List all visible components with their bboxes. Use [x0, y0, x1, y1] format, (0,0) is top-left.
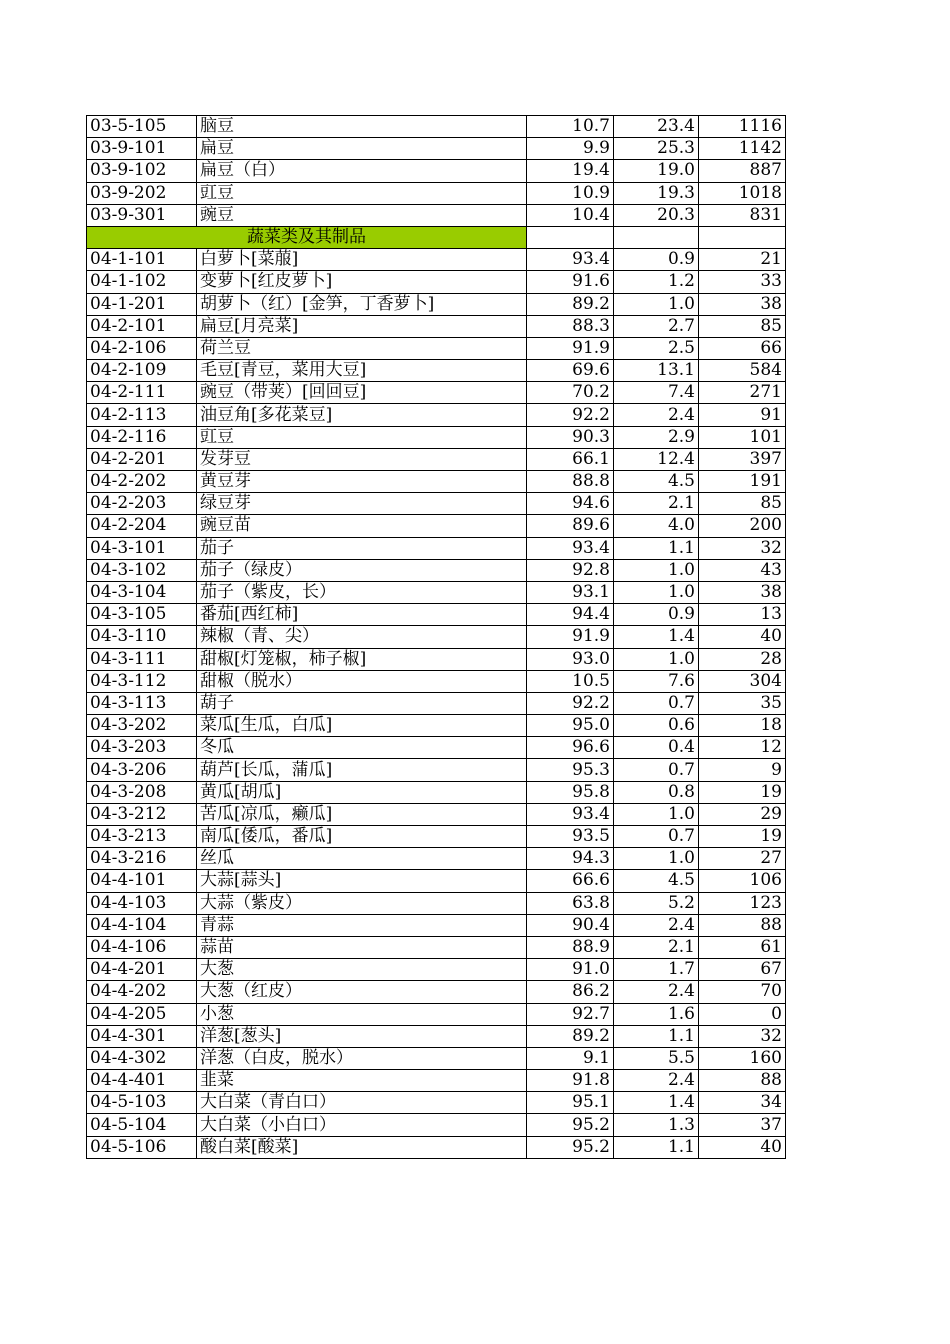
table-row	[87, 404, 786, 426]
table-row	[87, 914, 786, 936]
food-name-cell: 番茄[西红柿]	[197, 604, 527, 626]
food-name-cell: 豌豆苗	[197, 515, 527, 537]
value-b-cell: 1.0	[614, 648, 699, 670]
value-a-cell: 19.4	[527, 160, 614, 182]
value-c-cell: 19	[699, 826, 786, 848]
food-code-cell: 04-1-101	[87, 249, 197, 271]
value-b-cell: 1.1	[614, 1025, 699, 1047]
value-b-cell: 1.1	[614, 1136, 699, 1158]
food-code-cell: 04-4-101	[87, 870, 197, 892]
table-row	[87, 737, 786, 759]
table-row	[87, 559, 786, 581]
table-row	[87, 626, 786, 648]
food-code-cell: 04-3-110	[87, 626, 197, 648]
section-title: 蔬菜类及其制品	[87, 226, 527, 248]
value-c-cell: 123	[699, 892, 786, 914]
value-b-cell: 4.5	[614, 471, 699, 493]
food-code-cell: 04-3-216	[87, 848, 197, 870]
food-code-cell: 04-2-106	[87, 337, 197, 359]
food-code-cell: 04-3-203	[87, 737, 197, 759]
table-row	[87, 515, 786, 537]
value-c-cell: 887	[699, 160, 786, 182]
food-name-cell: 酸白菜[酸菜]	[197, 1136, 527, 1158]
table-row	[87, 493, 786, 515]
empty-cell	[699, 226, 786, 248]
table-row	[87, 781, 786, 803]
value-a-cell: 93.5	[527, 826, 614, 848]
table-row	[87, 670, 786, 692]
value-a-cell: 95.2	[527, 1136, 614, 1158]
food-name-cell: 荷兰豆	[197, 337, 527, 359]
value-b-cell: 2.4	[614, 981, 699, 1003]
value-a-cell: 88.9	[527, 936, 614, 958]
value-c-cell: 29	[699, 803, 786, 825]
food-name-cell: 黄瓜[胡瓜]	[197, 781, 527, 803]
food-code-cell: 04-3-202	[87, 715, 197, 737]
food-code-cell: 04-1-201	[87, 293, 197, 315]
table-row	[87, 981, 786, 1003]
value-a-cell: 88.8	[527, 471, 614, 493]
value-c-cell: 88	[699, 914, 786, 936]
value-b-cell: 1.7	[614, 959, 699, 981]
table-row	[87, 692, 786, 714]
food-code-cell: 04-3-101	[87, 537, 197, 559]
value-a-cell: 66.6	[527, 870, 614, 892]
value-a-cell: 92.2	[527, 692, 614, 714]
value-c-cell: 70	[699, 981, 786, 1003]
value-a-cell: 95.0	[527, 715, 614, 737]
food-name-cell: 青蒜	[197, 914, 527, 936]
value-b-cell: 4.5	[614, 870, 699, 892]
food-code-cell: 03-9-102	[87, 160, 197, 182]
food-code-cell: 04-4-302	[87, 1047, 197, 1069]
value-a-cell: 95.8	[527, 781, 614, 803]
value-a-cell: 92.7	[527, 1003, 614, 1025]
food-code-cell: 04-3-112	[87, 670, 197, 692]
value-b-cell: 1.0	[614, 559, 699, 581]
value-b-cell: 2.1	[614, 936, 699, 958]
value-a-cell: 66.1	[527, 448, 614, 470]
food-name-cell: 脑豆	[197, 116, 527, 138]
table-row	[87, 936, 786, 958]
value-b-cell: 1.4	[614, 1092, 699, 1114]
table-row	[87, 182, 786, 204]
value-c-cell: 40	[699, 626, 786, 648]
table-row	[87, 160, 786, 182]
value-c-cell: 200	[699, 515, 786, 537]
food-code-cell: 04-3-213	[87, 826, 197, 848]
table-row	[87, 315, 786, 337]
food-name-cell: 小葱	[197, 1003, 527, 1025]
food-name-cell: 菜瓜[生瓜，白瓜]	[197, 715, 527, 737]
value-c-cell: 35	[699, 692, 786, 714]
value-c-cell: 9	[699, 759, 786, 781]
value-c-cell: 304	[699, 670, 786, 692]
value-c-cell: 831	[699, 204, 786, 226]
value-c-cell: 397	[699, 448, 786, 470]
table-row	[87, 138, 786, 160]
value-c-cell: 12	[699, 737, 786, 759]
table-row	[87, 537, 786, 559]
value-c-cell: 0	[699, 1003, 786, 1025]
food-name-cell: 南瓜[倭瓜，番瓜]	[197, 826, 527, 848]
value-a-cell: 92.8	[527, 559, 614, 581]
food-name-cell: 洋葱（白皮，脱水）	[197, 1047, 527, 1069]
value-a-cell: 93.4	[527, 537, 614, 559]
food-code-cell: 04-3-113	[87, 692, 197, 714]
value-b-cell: 19.3	[614, 182, 699, 204]
value-c-cell: 1142	[699, 138, 786, 160]
value-a-cell: 89.6	[527, 515, 614, 537]
value-b-cell: 0.8	[614, 781, 699, 803]
table-row	[87, 892, 786, 914]
value-b-cell: 0.4	[614, 737, 699, 759]
table-row	[87, 448, 786, 470]
value-a-cell: 91.6	[527, 271, 614, 293]
table-row	[87, 848, 786, 870]
table-row	[87, 648, 786, 670]
value-c-cell: 21	[699, 249, 786, 271]
value-b-cell: 23.4	[614, 116, 699, 138]
value-b-cell: 19.0	[614, 160, 699, 182]
table-row	[87, 959, 786, 981]
table-row	[87, 604, 786, 626]
food-name-cell: 甜椒（脱水）	[197, 670, 527, 692]
value-c-cell: 18	[699, 715, 786, 737]
food-code-cell: 04-2-101	[87, 315, 197, 337]
food-name-cell: 绿豆芽	[197, 493, 527, 515]
table-row	[87, 360, 786, 382]
value-a-cell: 10.5	[527, 670, 614, 692]
value-b-cell: 0.9	[614, 604, 699, 626]
value-a-cell: 91.9	[527, 337, 614, 359]
table-row	[87, 1070, 786, 1092]
value-a-cell: 10.9	[527, 182, 614, 204]
value-c-cell: 43	[699, 559, 786, 581]
food-name-cell: 葫子	[197, 692, 527, 714]
food-code-cell: 04-4-301	[87, 1025, 197, 1047]
value-a-cell: 91.8	[527, 1070, 614, 1092]
food-name-cell: 豇豆	[197, 182, 527, 204]
value-b-cell: 12.4	[614, 448, 699, 470]
value-b-cell: 13.1	[614, 360, 699, 382]
food-name-cell: 冬瓜	[197, 737, 527, 759]
value-a-cell: 95.1	[527, 1092, 614, 1114]
value-c-cell: 91	[699, 404, 786, 426]
food-code-cell: 04-2-109	[87, 360, 197, 382]
table-row	[87, 1025, 786, 1047]
value-a-cell: 63.8	[527, 892, 614, 914]
table-row	[87, 271, 786, 293]
food-code-cell: 04-2-111	[87, 382, 197, 404]
table-row	[87, 803, 786, 825]
value-b-cell: 1.0	[614, 848, 699, 870]
table-row	[87, 1092, 786, 1114]
value-b-cell: 5.5	[614, 1047, 699, 1069]
value-b-cell: 0.9	[614, 249, 699, 271]
table-row	[87, 826, 786, 848]
value-b-cell: 0.7	[614, 692, 699, 714]
value-a-cell: 93.1	[527, 581, 614, 603]
table-row	[87, 382, 786, 404]
food-code-cell: 04-2-201	[87, 448, 197, 470]
table-row	[87, 1136, 786, 1158]
table-row	[87, 116, 786, 138]
food-name-cell: 甜椒[灯笼椒，柿子椒]	[197, 648, 527, 670]
value-b-cell: 0.7	[614, 826, 699, 848]
food-name-cell: 大葱	[197, 959, 527, 981]
value-a-cell: 70.2	[527, 382, 614, 404]
table-body	[87, 116, 786, 1159]
value-c-cell: 271	[699, 382, 786, 404]
food-name-cell: 豌豆	[197, 204, 527, 226]
value-b-cell: 2.4	[614, 404, 699, 426]
value-c-cell: 160	[699, 1047, 786, 1069]
value-c-cell: 85	[699, 493, 786, 515]
value-a-cell: 92.2	[527, 404, 614, 426]
food-name-cell: 豇豆	[197, 426, 527, 448]
value-c-cell: 32	[699, 537, 786, 559]
value-a-cell: 9.9	[527, 138, 614, 160]
value-c-cell: 19	[699, 781, 786, 803]
food-code-cell: 04-2-202	[87, 471, 197, 493]
food-code-cell: 04-1-102	[87, 271, 197, 293]
food-name-cell: 白萝卜[菜菔]	[197, 249, 527, 271]
value-a-cell: 90.3	[527, 426, 614, 448]
value-b-cell: 1.2	[614, 271, 699, 293]
food-name-cell: 豌豆（带荚）[回回豆]	[197, 382, 527, 404]
food-code-cell: 03-5-105	[87, 116, 197, 138]
food-code-cell: 04-5-106	[87, 1136, 197, 1158]
value-c-cell: 34	[699, 1092, 786, 1114]
value-c-cell: 88	[699, 1070, 786, 1092]
value-c-cell: 101	[699, 426, 786, 448]
value-a-cell: 90.4	[527, 914, 614, 936]
food-name-cell: 葫芦[长瓜，蒲瓜]	[197, 759, 527, 781]
food-name-cell: 辣椒（青、尖）	[197, 626, 527, 648]
value-b-cell: 1.0	[614, 581, 699, 603]
food-code-cell: 04-4-103	[87, 892, 197, 914]
food-name-cell: 毛豆[青豆，菜用大豆]	[197, 360, 527, 382]
food-code-cell: 04-3-206	[87, 759, 197, 781]
food-name-cell: 油豆角[多花菜豆]	[197, 404, 527, 426]
food-name-cell: 茄子（绿皮）	[197, 559, 527, 581]
food-name-cell: 发芽豆	[197, 448, 527, 470]
section-header-row	[87, 226, 786, 248]
food-name-cell: 蒜苗	[197, 936, 527, 958]
value-a-cell: 86.2	[527, 981, 614, 1003]
food-name-cell: 丝瓜	[197, 848, 527, 870]
value-c-cell: 27	[699, 848, 786, 870]
food-name-cell: 大蒜（紫皮）	[197, 892, 527, 914]
empty-cell	[614, 226, 699, 248]
food-code-cell: 04-4-401	[87, 1070, 197, 1092]
value-c-cell: 38	[699, 581, 786, 603]
value-c-cell: 38	[699, 293, 786, 315]
value-a-cell: 93.0	[527, 648, 614, 670]
value-b-cell: 0.7	[614, 759, 699, 781]
value-a-cell: 10.4	[527, 204, 614, 226]
food-name-cell: 扁豆[月亮菜]	[197, 315, 527, 337]
value-a-cell: 89.2	[527, 293, 614, 315]
food-name-cell: 变萝卜[红皮萝卜]	[197, 271, 527, 293]
value-b-cell: 7.4	[614, 382, 699, 404]
value-b-cell: 5.2	[614, 892, 699, 914]
food-code-cell: 04-3-208	[87, 781, 197, 803]
table-row	[87, 426, 786, 448]
food-name-cell: 大蒜[蒜头]	[197, 870, 527, 892]
food-name-cell: 胡萝卜（红）[金笋，丁香萝卜]	[197, 293, 527, 315]
value-a-cell: 69.6	[527, 360, 614, 382]
value-b-cell: 25.3	[614, 138, 699, 160]
value-a-cell: 95.2	[527, 1114, 614, 1136]
value-c-cell: 61	[699, 936, 786, 958]
value-b-cell: 1.1	[614, 537, 699, 559]
value-a-cell: 93.4	[527, 803, 614, 825]
food-code-cell: 03-9-101	[87, 138, 197, 160]
value-c-cell: 85	[699, 315, 786, 337]
table-row	[87, 471, 786, 493]
value-c-cell: 32	[699, 1025, 786, 1047]
table-row	[87, 204, 786, 226]
value-b-cell: 1.0	[614, 293, 699, 315]
table-row	[87, 1114, 786, 1136]
value-c-cell: 66	[699, 337, 786, 359]
value-c-cell: 13	[699, 604, 786, 626]
value-b-cell: 1.3	[614, 1114, 699, 1136]
food-name-cell: 大白菜（小白口）	[197, 1114, 527, 1136]
value-c-cell: 67	[699, 959, 786, 981]
food-code-cell: 04-4-205	[87, 1003, 197, 1025]
food-name-cell: 大白菜（青白口）	[197, 1092, 527, 1114]
food-name-cell: 洋葱[葱头]	[197, 1025, 527, 1047]
food-code-cell: 04-3-212	[87, 803, 197, 825]
food-name-cell: 韭菜	[197, 1070, 527, 1092]
table-row	[87, 759, 786, 781]
value-a-cell: 9.1	[527, 1047, 614, 1069]
value-a-cell: 96.6	[527, 737, 614, 759]
food-code-cell: 04-4-106	[87, 936, 197, 958]
value-b-cell: 1.0	[614, 803, 699, 825]
value-c-cell: 106	[699, 870, 786, 892]
table-row	[87, 1003, 786, 1025]
value-a-cell: 94.6	[527, 493, 614, 515]
value-b-cell: 1.4	[614, 626, 699, 648]
value-c-cell: 37	[699, 1114, 786, 1136]
value-b-cell: 2.9	[614, 426, 699, 448]
food-code-cell: 04-3-104	[87, 581, 197, 603]
food-code-cell: 04-3-105	[87, 604, 197, 626]
value-a-cell: 10.7	[527, 116, 614, 138]
value-b-cell: 4.0	[614, 515, 699, 537]
food-name-cell: 苦瓜[凉瓜，癞瓜]	[197, 803, 527, 825]
value-c-cell: 40	[699, 1136, 786, 1158]
value-a-cell: 89.2	[527, 1025, 614, 1047]
value-a-cell: 95.3	[527, 759, 614, 781]
value-a-cell: 94.4	[527, 604, 614, 626]
food-code-cell: 03-9-202	[87, 182, 197, 204]
value-b-cell: 2.1	[614, 493, 699, 515]
value-a-cell: 91.9	[527, 626, 614, 648]
value-c-cell: 33	[699, 271, 786, 293]
food-code-cell: 04-5-103	[87, 1092, 197, 1114]
value-a-cell: 93.4	[527, 249, 614, 271]
food-code-cell: 04-4-201	[87, 959, 197, 981]
food-name-cell: 黄豆芽	[197, 471, 527, 493]
table-row	[87, 581, 786, 603]
food-code-cell: 04-4-202	[87, 981, 197, 1003]
food-code-cell: 04-3-111	[87, 648, 197, 670]
food-name-cell: 扁豆	[197, 138, 527, 160]
empty-cell	[527, 226, 614, 248]
food-code-cell: 04-2-203	[87, 493, 197, 515]
value-b-cell: 2.7	[614, 315, 699, 337]
value-a-cell: 94.3	[527, 848, 614, 870]
food-code-cell: 04-4-104	[87, 914, 197, 936]
food-composition-table	[86, 115, 786, 1159]
food-name-cell: 茄子（紫皮，长）	[197, 581, 527, 603]
table-row	[87, 715, 786, 737]
food-name-cell: 茄子	[197, 537, 527, 559]
food-code-cell: 03-9-301	[87, 204, 197, 226]
food-code-cell: 04-2-113	[87, 404, 197, 426]
value-b-cell: 2.4	[614, 914, 699, 936]
table-row	[87, 293, 786, 315]
value-c-cell: 1018	[699, 182, 786, 204]
value-c-cell: 28	[699, 648, 786, 670]
value-b-cell: 2.5	[614, 337, 699, 359]
food-code-cell: 04-2-204	[87, 515, 197, 537]
value-a-cell: 91.0	[527, 959, 614, 981]
value-b-cell: 1.6	[614, 1003, 699, 1025]
value-b-cell: 20.3	[614, 204, 699, 226]
value-c-cell: 584	[699, 360, 786, 382]
value-b-cell: 2.4	[614, 1070, 699, 1092]
food-code-cell: 04-2-116	[87, 426, 197, 448]
table-row	[87, 870, 786, 892]
value-b-cell: 0.6	[614, 715, 699, 737]
food-name-cell: 扁豆（白）	[197, 160, 527, 182]
value-b-cell: 7.6	[614, 670, 699, 692]
value-c-cell: 191	[699, 471, 786, 493]
value-a-cell: 88.3	[527, 315, 614, 337]
value-c-cell: 1116	[699, 116, 786, 138]
food-code-cell: 04-3-102	[87, 559, 197, 581]
table-row	[87, 1047, 786, 1069]
table-row	[87, 337, 786, 359]
food-name-cell: 大葱（红皮）	[197, 981, 527, 1003]
food-code-cell: 04-5-104	[87, 1114, 197, 1136]
table-row	[87, 249, 786, 271]
